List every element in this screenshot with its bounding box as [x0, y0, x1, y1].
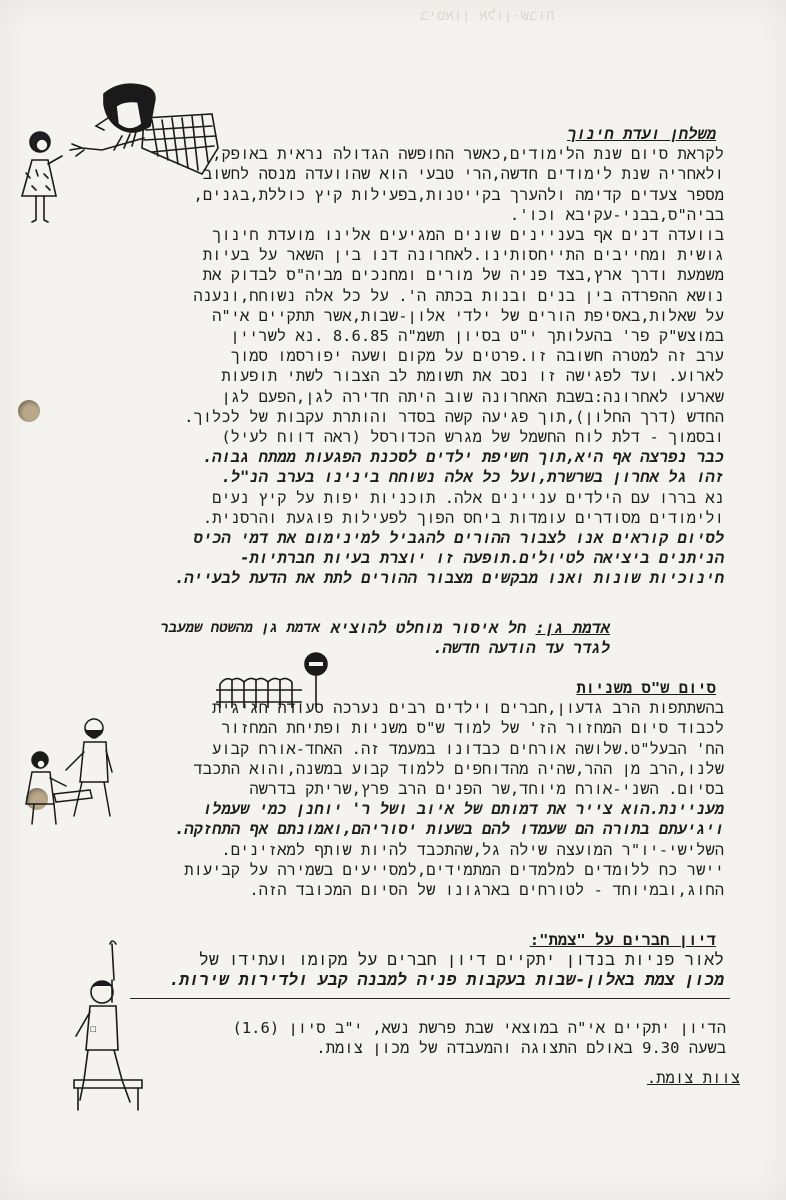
article-line: לאור פניות בנדון יתקיים דיון חברים על מקומו ועתידו של [198, 950, 724, 970]
boy-raising-hand-sketch [68, 940, 158, 1115]
article-line: לכבוד סיום המחזור הז' של למוד ש"ס משניות ופתיחת המחזור [221, 719, 724, 738]
mishnah-completion-article [44, 678, 724, 900]
article-line: החדש (דרך החלון),תוך פגיעה קשה בסדר והותרת עקבות של לכלוך. [184, 407, 724, 426]
article-line: החוג,ובמיוחד - לטורחים בארגונו של הסיום המכובד הזה. [249, 881, 724, 900]
article-line: יישר כח ללומדים למלמדים המתמידים,למסייעים בשמירה על קביעות [184, 860, 724, 879]
article-line: במוצש"ק פר' בהעלותך י"ט בסיון תשמ"ה 8.6.85 .נא לשריין [230, 327, 724, 346]
article-line: שארעו לאחרונה:בשבת האחרונה שוב היתה חדירה לגן,הפעם לגן [221, 387, 724, 406]
tzomet-discussion-title: דיון חברים על "צמת": [529, 931, 716, 949]
article-line: חינוכיות שונות ואנו מבקשים מצבור ההורים לתת את הדעת לבעייה. [174, 569, 724, 588]
boy-raising-hand-drawing [68, 940, 158, 1115]
article-line: בביה"ס,בבני-עקיבא וכו'. [509, 205, 724, 224]
details-line: בשעה 9.30 באולם התצוגה והמעבדה של מכון צומת. [316, 1039, 726, 1058]
signature-block [200, 1068, 740, 1088]
article-line: הח' הבעל"ט.שלושה אורחים כבדונו במעמד זה. האחד-אורח קבוע [212, 739, 724, 758]
article-line: הניתנים ביציאה לטיולים.תופעה זו יוצרת בעיות חברתיות- [240, 549, 724, 568]
article-line: ולאחריה שנת לימודים חדשה,הרי טבעי הוא שהוועדה מנסה לחשוב [202, 165, 724, 184]
tzomet-signature: צוות צומת. [646, 1069, 740, 1087]
education-committee-title: משלחן ועדת חינוך [567, 125, 716, 143]
article-line: כבר נפרצה אף היא,תוך חשיפת ילדים לסכנת הפגעות ממתח גבוה. [202, 448, 724, 467]
notice-aside: אדמת גן מהשטח שמעבר [160, 620, 320, 636]
article-line: מספר צעדים קדימה ולהערך בקייטנות,בפעילות קיץ כוללת,בגנים, [193, 185, 724, 204]
mishnah-completion-title: סיום ש"ס משניות [576, 679, 716, 697]
article-line: נא בררו עם הילדים עניינים אלה. תוכניות יפות על קיץ נעים [212, 488, 724, 507]
article-line: בהשתתפות הרב גדעון,חברים וילדים רבים נערכה סעודה חגיגית [212, 699, 724, 718]
tzomet-discussion-details [150, 1018, 726, 1058]
article-line: ובסמוך - דלת לוח החשמל של מגרש הכדורסל (ראה דווח לעיל) [221, 428, 724, 447]
article-line: בסיום. השני-אורח מיוחד,שר הפנים הרב פרץ,שריתק בדרשה [249, 780, 724, 799]
article-line: בוועדה דנים אף בעניינים שונים המגיעים אלינו מועדת חינוך [212, 226, 724, 245]
article-line: לסיום קוראים אנו לצבור ההורים להגביל למינימום את דמי הכיס [193, 529, 724, 548]
article-line: ולימודים מסודרים עומדות ביחס הפוך לפעילות פוגעת והרסנית. [202, 508, 724, 527]
article-line: על שאלות,באסיפת הורים של ילדי אלון-שבות,אשר תתקיים אי"ה [212, 306, 724, 325]
bleed-through-text: ביטאון אלון-שבות [420, 8, 555, 24]
details-line: הדיון יתקיים אי"ה במוצאי שבת פרשת נשא, י"ב סיון (1.6) [232, 1019, 726, 1037]
article-line: משמעת ודרך ארץ,בצד פניה של מורים ומחנכים מביה"ס לבדוק את [202, 266, 724, 285]
article-line: נושא ההפרדה בין בנים ובנות בכתה ה'. על כל אלה נשוחח,ונענה [193, 286, 724, 305]
notice-text: חל איסור מוחלט להוציא [330, 619, 536, 637]
article-line: גושית ומחייבים התייחסותינו.לאחרונה דנו בין השאר על בעיות [202, 246, 724, 265]
notice-line-2: לגדר עד הודעה חדשה. [433, 639, 610, 658]
article-line: שלנו,הרב מן ההר,שהיה מהדוחפים ללמוד קבוע במשנה,והוא התכבד [193, 759, 724, 778]
study-partners-drawing [14, 712, 124, 832]
article-line: לקראת סיום שנת הלימודים,כאשר החופשה הגדולה נראית באופק, [212, 145, 724, 164]
article-line: ויגיעתם בתורה הם שעמדו להם בשעות יסוריהם,ואמונתם אף התחזקה. [174, 820, 724, 839]
education-committee-article [44, 124, 724, 589]
article-line: מעניינת.הוא צייר את דמותם של איוב ושל ר' יוחנן כמי שעמלו [202, 800, 724, 819]
article-line: זהו גל אחרון בשרשרת,ועל כל אלה נשוחח בינינו בערב הנ"ל. [221, 468, 724, 487]
punch-hole-upper [18, 400, 40, 422]
article-line: מכון צמת באלון-שבות בעקבות פניה למבנה קבע ולדירות שירות. [169, 970, 724, 990]
section-rule-upper [130, 998, 730, 999]
article-line: ערב זה למטרה חשובה זו.פרטים על מקום ושעה יפורסמו סמוך [230, 347, 724, 366]
svg-text:☐: ☐ [90, 1022, 97, 1035]
article-line: השלישי-יו"ר המועצה שילה גל,שהתכבד להיות שותף למאזינים. [221, 840, 724, 859]
study-partners-sketch [14, 712, 124, 832]
notice-label: אדמת גן: [535, 619, 610, 637]
article-line: לארוע. ועד לפגישה זו נסב את תשומת לב הצבור לשתי תופעות [221, 367, 724, 386]
